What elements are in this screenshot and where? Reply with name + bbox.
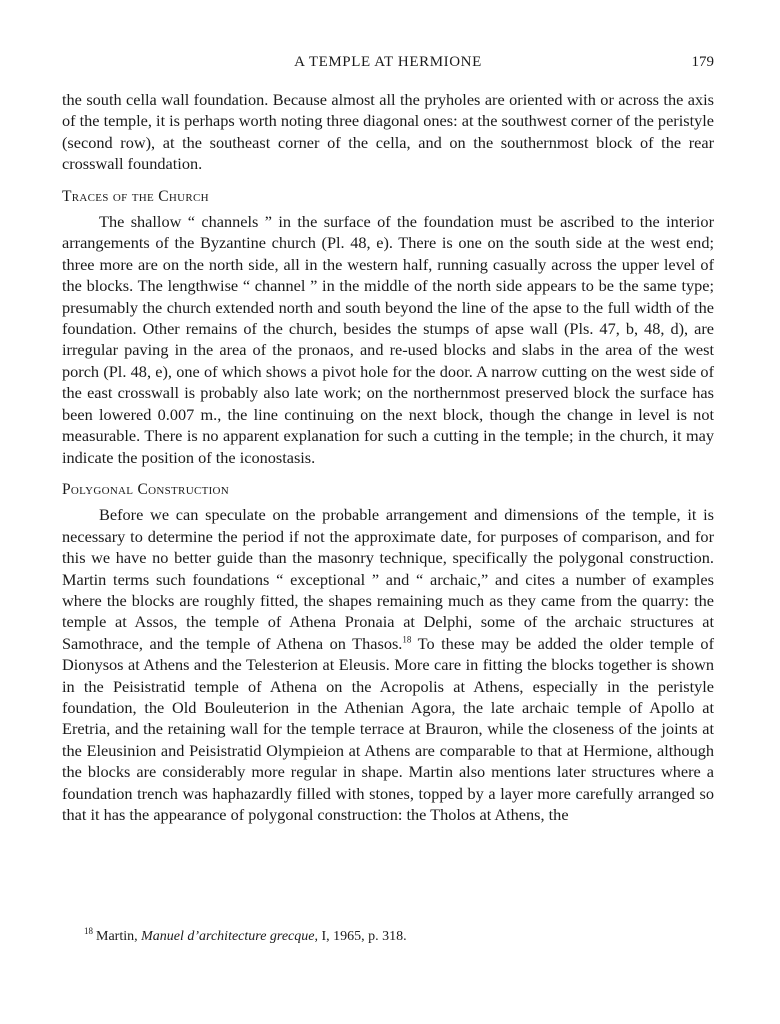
footnote-title: Manuel d’architecture grecque [141,929,315,944]
body-text [62,89,714,825]
footnote-author: Martin, [96,929,142,944]
running-head [62,54,714,71]
paragraph-polygonal-part2: To these may be added the older temple of Dionysos at Athens and the Telesterion at Eleusis. More care in fitting the blocks together is shown in the Peisistratid temple of Athena on the Acropolis at Athens, especially in the peristyle foundation, the Old Bouleuterion in the Athenian Agora, the late archaic temple of Apollo at Eretria, and the retaining wall for the temple terrace at Brauron, while the closeness of the joints at the Eleusinion and Peisistratid Olympieion at Athens are comparable to that at Hermione, although the blocks are considerably more regular in shape. Martin also mentions later structures where a foundation trench was haphazardly filled with stones, topped by a layer more carefully arranged so that it has the appearance of polygonal construction: the Tholos at Athens, the [62,633,714,824]
paragraph-polygonal [62,504,714,825]
section-heading-church: Traces of the Church [62,187,209,205]
footnote-reference: 18 [402,634,412,645]
paragraph-continued: the south cella wall foundation. Because almost all the pryholes are oriented with or across the axis of the temple, it is perhaps worth noting three diagonal ones: at the southwest corner of the peristyle (second row), at the southeast corner of the cella, and on the southernmost block of the rear crosswall foundation. [62,90,714,174]
page-number: 179 [691,54,714,70]
section-heading-polygonal: Polygonal Construction [62,480,230,498]
footnote-citation: , I, 1965, p. 318. [314,929,407,944]
footnote-marker: 18 [84,926,93,937]
paragraph-church: The shallow “ channels ” in the surface of the foundation must be ascribed to the interior arrangements of the Byzantine church (Pl. 48, e). There is one on the south side at the west end; three more are on the north side, all in the western half, running casually across the upper level of the blocks. The lengthwise “ channel ” in the middle of the north side appears to be the same type; presumably the church extended north and south beyond the line of the apse to the full width of the foundation. Other remains of the church, besides the stumps of apse wall (Pls. 47, b, 48, d), are irregular paving in the area of the pronaos, and re-used blocks and slabs in the area of the west porch (Pl. 48, e), one of which shows a pivot hole for the door. A narrow cutting on the west side of the east crosswall is probably also late work; on the northernmost preserved block the surface has been lowered 0.007 m., the line continuing on the next block, though the change in level is not measurable. There is no apparent explanation for such a cutting in the temple; in the church, it may indicate the position of the iconostasis. [62,212,714,467]
paragraph-polygonal-part1: Before we can speculate on the probable arrangement and dimensions of the temple, it is necessary to determine the period if not the approximate date, for purposes of comparison, and for this we have no better guide than the masonry technique, specifically the polygonal construction. Martin terms such foundations “ exceptional ” and “ archaic,” and cites a number of examples where the blocks are roughly fitted, the shapes remaining much as they came from the quarry: the temple at Assos, the temple of Athena Pronaia at Delphi, some of the archaic structures at Samothrace, and the temple of Athena on Thasos. [62,505,714,653]
footnote [84,928,704,946]
running-title: A TEMPLE AT HERMIONE [294,54,482,70]
